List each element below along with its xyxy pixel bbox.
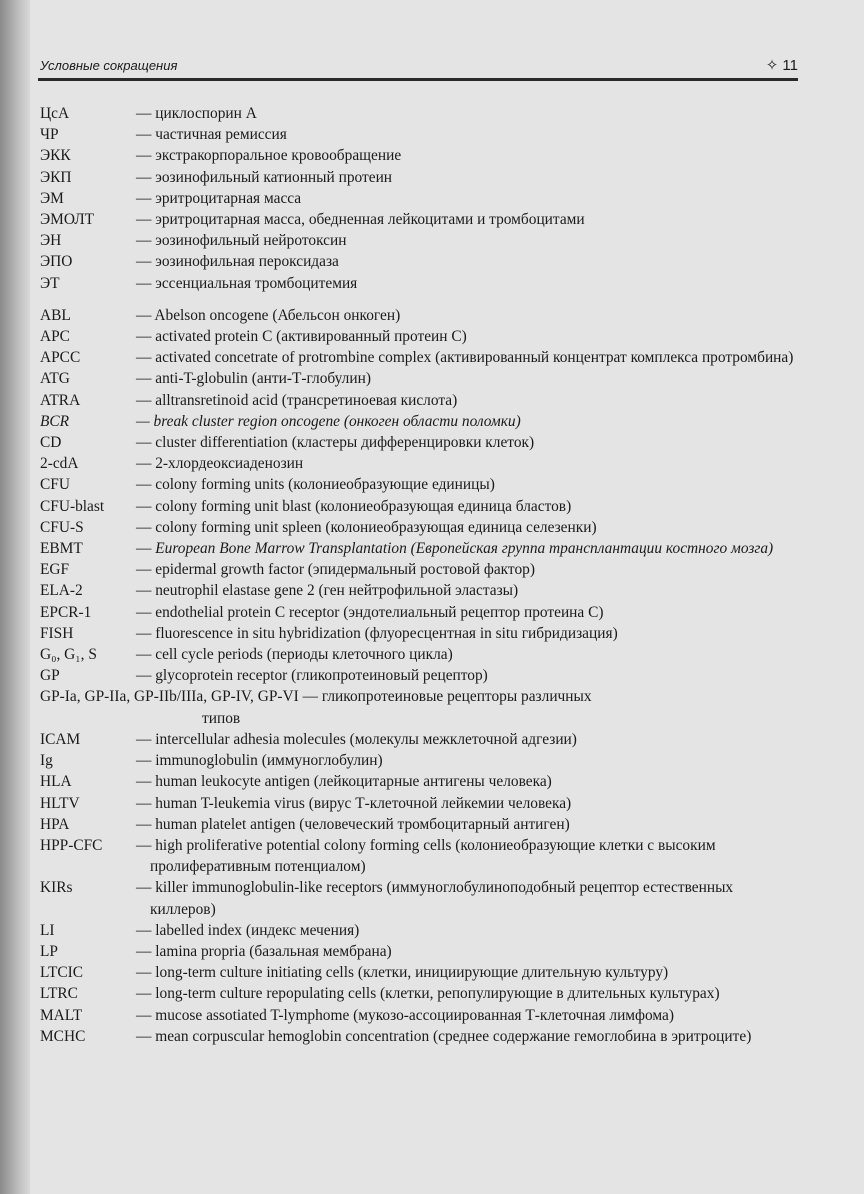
abbreviation-entry	[40, 496, 800, 517]
abbreviation-term: ATRA	[40, 391, 81, 409]
abbreviation-entry	[40, 517, 800, 538]
abbreviation-definition: — long-term culture initiating cells (клетки, инициирующие длительную культуру)	[136, 964, 669, 982]
abbreviation-definition: — эозинофильная пероксидаза	[136, 253, 339, 271]
abbreviation-definition: — mean corpuscular hemoglobin concentration (среднее содержание гемоглобина в эритроците)	[136, 1027, 752, 1045]
abbreviation-entry	[40, 326, 800, 347]
abbreviation-term: FISH	[40, 624, 74, 642]
abbreviation-definition: — European Bone Marrow Transplantation (Европейская группа трансплантации костного мозга)	[136, 540, 774, 558]
abbreviation-entry	[40, 474, 800, 495]
abbreviation-entry	[40, 771, 800, 792]
abbreviation-entry	[40, 230, 800, 251]
abbreviation-term: APCC	[40, 349, 81, 367]
abbreviation-entry	[40, 453, 800, 474]
abbreviation-entry	[40, 623, 800, 644]
abbreviation-entry	[40, 877, 800, 919]
abbreviation-list	[40, 103, 800, 1047]
book-page	[30, 0, 864, 1194]
abbreviation-term: ЧР	[40, 126, 59, 144]
abbreviation-definition: — glycoprotein receptor (гликопротеиновый рецептор)	[136, 667, 488, 685]
abbreviation-definition: — cell cycle periods (периоды клеточного цикла)	[136, 646, 453, 664]
abbreviation-term: ЭКК	[40, 147, 71, 165]
abbreviation-term: ЭТ	[40, 274, 60, 292]
abbreviation-definition: — colony forming units (колониеобразующие единицы)	[136, 476, 495, 494]
abbreviation-entry	[40, 432, 800, 453]
abbreviation-definition: — high proliferative potential colony forming cells (колониеобразующие клетки с высоким пролиферативным потенциалом)	[136, 836, 716, 876]
abbreviation-entry	[40, 686, 800, 728]
abbreviation-definition: — activated protein C (активированный протеин С)	[136, 328, 467, 346]
abbreviation-term: ЭКП	[40, 168, 72, 186]
abbreviation-entry	[40, 103, 800, 124]
abbreviation-term: HLA	[40, 773, 72, 791]
abbreviation-term: ELA-2	[40, 582, 83, 600]
abbreviation-term: 2-cdA	[40, 455, 79, 473]
abbreviation-definition: — частичная ремиссия	[136, 126, 287, 144]
abbreviation-definition: — human T-leukemia virus (вирус Т-клеточной лейкемии человека)	[136, 794, 572, 812]
abbreviation-term: LTCIC	[40, 964, 84, 982]
abbreviation-definition: — anti-T-globulin (анти-Т-глобулин)	[136, 370, 371, 388]
abbreviation-term: KIRs	[40, 879, 73, 897]
abbreviation-definition: — endothelial protein C receptor (эндотелиальный рецептор протеина С)	[136, 603, 604, 621]
abbreviation-term: HLTV	[40, 794, 80, 812]
abbreviation-entry	[40, 920, 800, 941]
abbreviation-term: Ig	[40, 752, 53, 770]
section-gap	[40, 294, 800, 305]
abbreviation-definition: — neutrophil elastase gene 2 (ген нейтрофильной эластазы)	[136, 582, 519, 600]
abbreviation-definition: — эозинофильный катионный протеин	[136, 168, 393, 186]
abbreviation-term: LP	[40, 942, 58, 960]
abbreviation-term: GP	[40, 667, 60, 685]
abbreviation-entry	[40, 188, 800, 209]
abbreviation-entry	[40, 538, 800, 559]
abbreviation-entry	[40, 251, 800, 272]
abbreviation-term: MCHC	[40, 1027, 86, 1045]
running-header	[40, 54, 798, 76]
abbreviation-definition: — epidermal growth factor (эпидермальный ростовой фактор)	[136, 561, 535, 579]
abbreviation-entry	[40, 368, 800, 389]
abbreviation-term: ICAM	[40, 730, 81, 748]
abbreviation-definition: — human platelet antigen (человеческий тромбоцитарный антиген)	[136, 815, 570, 833]
abbreviation-definition: — циклоспорин А	[136, 105, 257, 122]
abbreviation-term: LTRC	[40, 985, 78, 1003]
abbreviation-entry	[40, 602, 800, 623]
definition-continuation: типов	[202, 709, 241, 727]
abbreviation-definition: — colony forming unit spleen (колониеобразующая единица селезенки)	[136, 518, 597, 536]
abbreviation-definition: — killer immunoglobulin-like receptors (иммуноглобулиноподобный рецептор естественных киллеров)	[136, 879, 734, 918]
abbreviation-definition: — human leukocyte antigen (лейкоцитарные антигены человека)	[136, 773, 552, 791]
abbreviation-entry	[40, 835, 800, 877]
abbreviation-entry	[40, 580, 800, 601]
abbreviation-definition: — lamina propria (базальная мембрана)	[136, 942, 392, 960]
abbreviation-entry	[40, 814, 800, 835]
abbreviation-entry	[40, 962, 800, 983]
abbreviation-definition: — эритроцитарная масса	[136, 189, 302, 207]
abbreviation-entry	[40, 644, 800, 665]
abbreviation-definition: — immunoglobulin (иммуноглобулин)	[136, 752, 383, 770]
abbreviation-entry	[40, 729, 800, 750]
abbreviation-definition: — экстракорпоральное кровообращение	[136, 147, 402, 165]
abbreviation-entry	[40, 390, 800, 411]
abbreviation-term: ATG	[40, 370, 70, 388]
abbreviation-entry	[40, 273, 800, 294]
abbreviation-definition: — activated concetrate of protrombine complex (активированный концентрат комплекса протромбина)	[136, 349, 794, 367]
abbreviation-definition: — 2-хлордеоксиаденозин	[136, 455, 304, 473]
abbreviation-entry	[40, 305, 800, 326]
book-spine-shadow	[0, 0, 30, 1194]
abbreviation-entry	[40, 983, 800, 1004]
abbreviation-entry	[40, 665, 800, 686]
abbreviation-entry	[40, 1026, 800, 1047]
abbreviation-term: HPP-CFC	[40, 836, 103, 854]
page-number: ✧ 11	[765, 57, 798, 74]
abbreviation-entry	[40, 209, 800, 230]
abbreviation-entry	[40, 124, 800, 145]
abbreviation-term: EGF	[40, 561, 70, 579]
abbreviation-definition: — intercellular adhesia molecules (молекулы межклеточной адгезии)	[136, 730, 577, 748]
abbreviation-entry	[40, 411, 800, 432]
abbreviation-term: CD	[40, 434, 62, 452]
abbreviation-definition: — эссенциальная тромбоцитемия	[136, 274, 358, 292]
abbreviation-term: CFU-blast	[40, 497, 105, 515]
abbreviation-entry	[40, 750, 800, 771]
abbreviation-term: HPA	[40, 815, 70, 833]
abbreviation-term: MALT	[40, 1006, 83, 1024]
abbreviation-term: ЭМОЛТ	[40, 211, 95, 229]
abbreviation-definition: — cluster differentiation (кластеры дифференцировки клеток)	[136, 434, 535, 452]
abbreviation-definition: — labelled index (индекс мечения)	[136, 921, 360, 939]
abbreviation-entry	[40, 167, 800, 188]
section-title: Условные сокращения	[40, 58, 178, 73]
abbreviation-term: EPCR-1	[40, 603, 92, 621]
abbreviation-entry	[40, 145, 800, 166]
abbreviation-term: G₀, G₁, S	[40, 646, 97, 664]
abbreviation-term: CFU	[40, 476, 70, 494]
abbreviation-entry	[40, 793, 800, 814]
abbreviation-entry	[40, 559, 800, 580]
abbreviation-definition: — эритроцитарная масса, обедненная лейкоцитами и тромбоцитами	[136, 211, 585, 229]
abbreviation-term: LI	[40, 921, 55, 939]
abbreviation-term: ЭМ	[40, 189, 64, 207]
abbreviation-definition: — long-term culture repopulating cells (клетки, репопулирующие в длительных культурах)	[136, 985, 720, 1003]
abbreviation-definition: — fluorescence in situ hybridization (флуоресцентная in situ гибридизация)	[136, 624, 618, 642]
abbreviation-definition: GP-Ia, GP-IIa, GP-IIb/IIIa, GP-IV, GP-VI — гликопротеиновые рецепторы различных типов	[40, 686, 800, 728]
abbreviation-entry	[40, 1005, 800, 1026]
abbreviation-term: ЭПО	[40, 253, 73, 271]
abbreviation-term: EBMT	[40, 540, 83, 558]
abbreviation-entry	[40, 347, 800, 368]
abbreviation-definition: — alltransretinoid acid (трансретиноевая кислота)	[136, 391, 458, 409]
abbreviation-term: ЭН	[40, 232, 62, 250]
abbreviation-definition: — mucose assotiated T-lymphome (мукозо-ассоциированная Т-клеточная лимфома)	[136, 1006, 675, 1024]
abbreviation-term: APC	[40, 328, 70, 346]
abbreviation-entry	[40, 941, 800, 962]
abbreviation-term: ЦсА	[40, 105, 70, 122]
abbreviation-term: BCR	[40, 412, 70, 430]
abbreviation-definition: — break cluster region oncogene (онкоген области поломки)	[136, 412, 521, 430]
header-rule	[38, 78, 798, 81]
abbreviation-definition: — Abelson oncogene (Абельсон онкоген)	[136, 306, 401, 324]
abbreviation-term: ABL	[40, 306, 71, 324]
abbreviation-definition: — colony forming unit blast (колониеобразующая единица бластов)	[136, 497, 572, 515]
abbreviation-term: CFU-S	[40, 518, 84, 536]
abbreviation-definition: — эозинофильный нейротоксин	[136, 232, 347, 250]
